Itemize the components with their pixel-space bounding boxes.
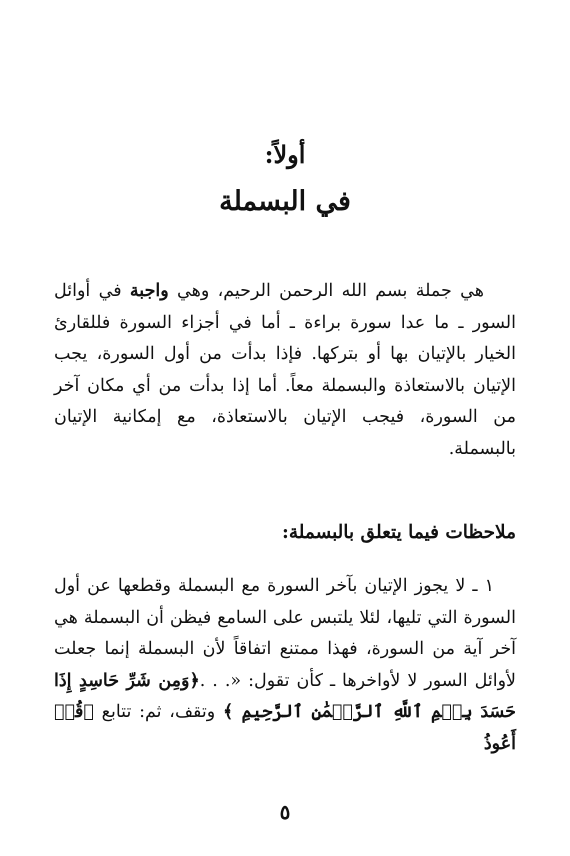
- intro-bold-word: واجبة: [129, 281, 169, 301]
- notes-heading: ملاحظات فيما يتعلق بالبسملة:: [282, 522, 516, 543]
- intro-text-before: هي جملة بسم الله الرحمن الرحيم، وهي: [168, 281, 484, 301]
- quran-verse-1: ﴿وَمِن شَرِّ حَاسِدٍ إِذَا حَسَدَ: [54, 670, 516, 722]
- quran-verse-3: ﴿قُلۡ أَعُوذُ: [54, 702, 516, 754]
- quran-verse-2: بِسۡمِ ٱللَّهِ ٱلرَّحۡمَٰنِ ٱلرَّحِيمِ ﴾: [223, 702, 473, 722]
- note-item-1: [54, 571, 516, 760]
- chapter-number: أولاً:: [264, 140, 306, 169]
- intro-paragraph: [54, 276, 516, 465]
- note-item-1-text: ١ ـ لا يجوز الإتيان بآخر السورة مع البسملة وقطعها عن أول السورة التي تليها، لئلا يلتبس على السامع فيظن أن البسملة هي آخر آية من السورة، فهذا ممتنع اتفاقاً لأن البسملة إنما جعلت لأوائل السور لا لأواخرها ـ كأن تقول: «. . .: [54, 576, 517, 691]
- intro-text-after: في أوائل السور ـ ما عدا سورة براءة ـ أما في أجزاء السورة فللقارئ الخيار بالإتيان بها أو بتركها. فإذا بدأت من أول السورة، يجب الإتيان بالاستعاذة والبسملة معاً. أما إذا بدأت من أي مكان آخر من السورة، فيجب الإتيان بالاستعاذة، مع إمكانية الإتيان بالبسملة.: [54, 281, 516, 459]
- page-number: ٥: [279, 800, 291, 824]
- chapter-title: في البسملة: [219, 186, 351, 217]
- note-item-1-mid: وتقف، ثم: تتابع: [93, 702, 224, 722]
